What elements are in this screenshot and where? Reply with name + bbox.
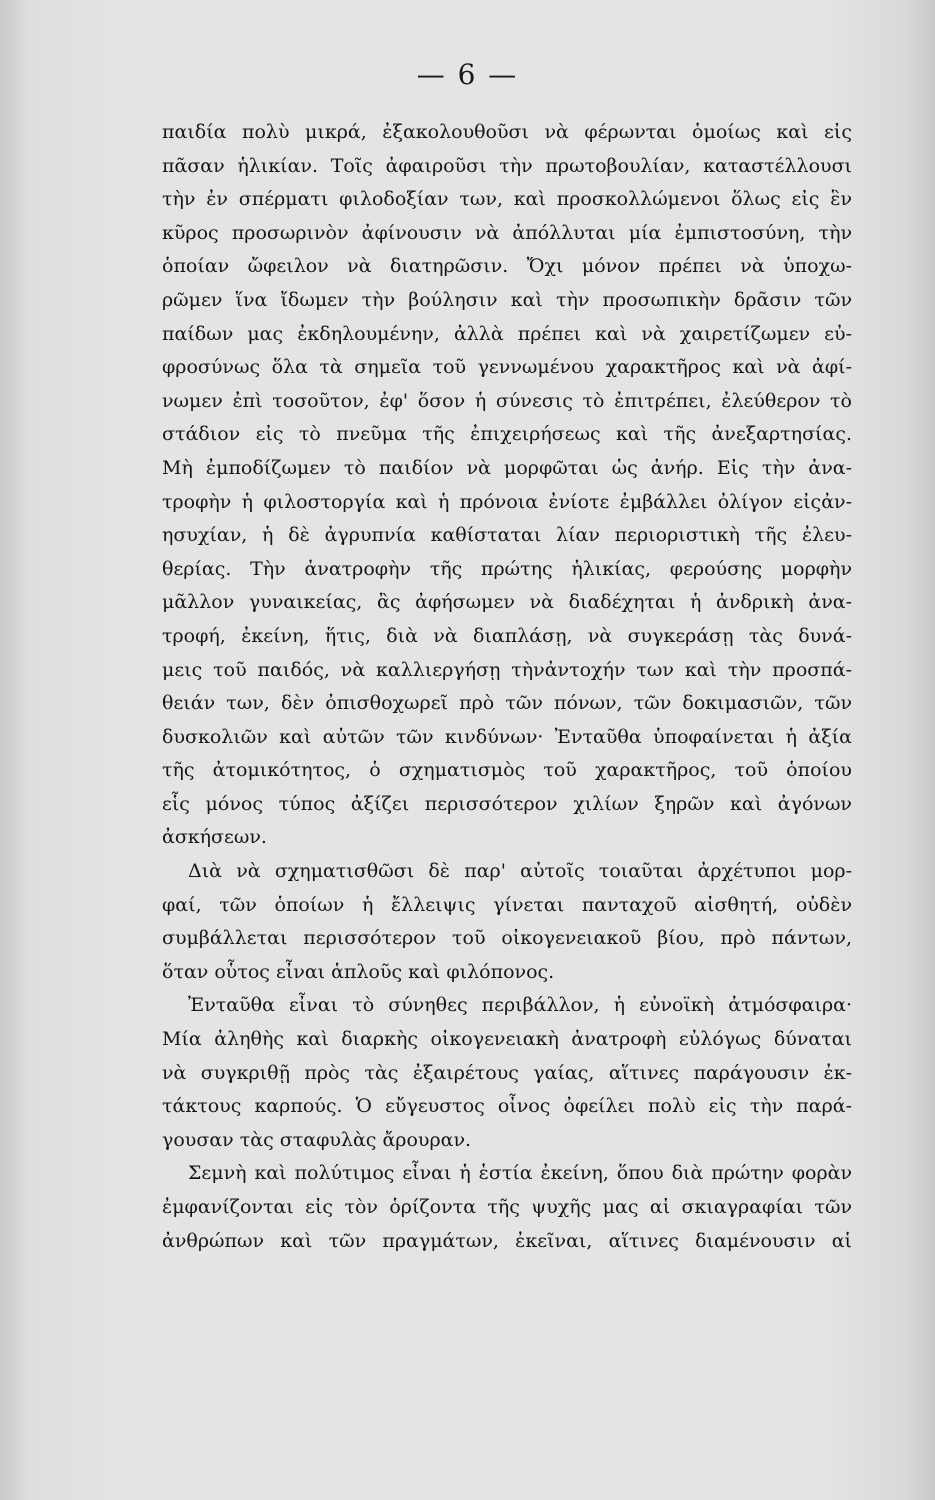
page-number: — 6 —: [416, 58, 519, 91]
text-line: ὁποίαν ὤφειλον νὰ διατηρῶσιν. Ὄχι μόνον πρέπει νὰ ὑποχω-: [162, 255, 852, 278]
text-line: Διὰ νὰ σχηματισθῶσι δὲ παρ' αὐτοῖς τοιαῦται ἀρχέτυποι μορ-: [188, 860, 852, 883]
text-line: θειάν των, δὲν ὀπισθοχωρεῖ πρὸ τῶν πόνων, τῶν δοκιμασιῶν, τῶν: [162, 692, 852, 715]
text-line: νωμεν ἐπὶ τοσοῦτον, ἐφ' ὅσον ἡ σύνεσις τὸ ἐπιτρέπει, ἐλεύθερον τὸ: [162, 389, 852, 412]
text-line: μᾶλλον γυναικείας, ἂς ἀφήσωμεν νὰ διαδέχηται ἡ ἀνδρικὴ ἀνα-: [162, 591, 852, 614]
text-line: δυσκολιῶν καὶ αὐτῶν τῶν κινδύνων· Ἐνταῦθα ὑποφαίνεται ἡ ἀξία: [162, 725, 852, 748]
text-line: κῦρος προσωρινὸν ἀφίνουσιν νὰ ἀπόλλυται μία ἐμπιστοσύνη, τὴν: [162, 221, 852, 244]
text-line: ἀνθρώπων καὶ τῶν πραγμάτων, ἐκεῖναι, αἵτινες διαμένουσιν αἱ: [162, 1229, 852, 1252]
text-line: Μὴ ἐμποδίζωμεν τὸ παιδίον νὰ μορφῶται ὡς ἀνήρ. Εἰς τὴν ἀνα-: [162, 456, 852, 479]
text-line: στάδιον εἰς τὸ πνεῦμα τῆς ἐπιχειρήσεως καὶ τῆς ἀνεξαρτησίας.: [162, 423, 852, 446]
text-line: Μία ἀληθὴς καὶ διαρκὴς οἰκογενειακὴ ἀνατροφὴ εὐλόγως δύναται: [162, 1028, 852, 1051]
body-text: [162, 116, 852, 1258]
text-line: ἐμφανίζονται εἰς τὸν ὁρίζοντα τῆς ψυχῆς μας αἱ σκιαγραφίαι τῶν: [162, 1196, 852, 1218]
text-line: εἷς μόνος τύπος ἀξίζει περισσότερον χιλίων ξηρῶν καὶ ἀγόνων: [162, 792, 852, 815]
text-line: συμβάλλεται περισσότερον τοῦ οἰκογενειακοῦ βίου, πρὸ πάντων,: [162, 927, 852, 950]
text-line: ρῶμεν ἵνα ἴδωμεν τὴν βούλησιν καὶ τὴν προσωπικὴν δρᾶσιν τῶν: [162, 288, 852, 311]
text-line: ὅταν οὗτος εἶναι ἁπλοῦς καὶ φιλόπονος.: [162, 960, 555, 983]
text-line: τροφή, ἐκείνη, ἥτις, διὰ νὰ διαπλάσῃ, νὰ συγκεράσῃ τὰς δυνά-: [162, 624, 852, 647]
text-line: Ἐνταῦθα εἶναι τὸ σύνηθες περιβάλλον, ἡ εὐνοϊκὴ ἀτμόσφαιρα·: [188, 994, 852, 1017]
text-line: ησυχίαν, ἡ δὲ ἀγρυπνία καθίσταται λίαν περιοριστικὴ τῆς ἐλευ-: [162, 524, 852, 547]
text-line: νὰ συγκριθῇ πρὸς τὰς ἐξαιρέτους γαίας, αἵτινες παράγουσιν ἐκ-: [162, 1061, 852, 1084]
text-line: τὴν ἐν σπέρματι φιλοδοξίαν των, καὶ προσκολλώμενοι ὅλως εἰς ἓν: [162, 188, 852, 211]
text-line: θερίας. Τὴν ἀνατροφὴν τῆς πρώτης ἡλικίας, φερούσης μορφὴν: [162, 557, 852, 580]
text-line: τῆς ἀτομικότητος, ὁ σχηματισμὸς τοῦ χαρακτῆρος, τοῦ ὁποίου: [162, 759, 852, 782]
text-line: Σεμνὴ καὶ πολύτιμος εἶναι ἡ ἑστία ἐκείνη, ὅπου διὰ πρώτην φορὰν: [188, 1162, 852, 1185]
text-line: πᾶσαν ἡλικίαν. Τοῖς ἀφαιροῦσι τὴν πρωτοβουλίαν, καταστέλλουσι: [162, 154, 852, 177]
text-line: μεις τοῦ παιδός, νὰ καλλιεργήσῃ τὴνἀντοχήν των καὶ τὴν προσπά-: [162, 658, 852, 681]
text-line: φροσύνως ὅλα τὰ σημεῖα τοῦ γεννωμένου χαρακτῆρος καὶ νὰ ἀφί-: [162, 356, 852, 379]
text-line: παίδων μας ἐκδηλουμένην, ἀλλὰ πρέπει καὶ νὰ χαιρετίζωμεν εὐ-: [162, 322, 852, 345]
text-line: φαί, τῶν ὁποίων ἡ ἔλλειψις γίνεται πανταχοῦ αἰσθητή, οὐδὲν: [162, 893, 852, 916]
text-line: τροφὴν ἡ φιλοστοργία καὶ ἡ πρόνοια ἐνίοτε ἐμβάλλει ὀλίγον εἰςἀν-: [162, 490, 852, 513]
text-line: γουσαν τὰς σταφυλὰς ἄρουραν.: [162, 1128, 472, 1151]
text-line: ἀσκήσεων.: [162, 826, 267, 849]
text-line: τάκτους καρπούς. Ὁ εὔγευστος οἶνος ὀφείλει πολὺ εἰς τὴν παρά-: [162, 1095, 852, 1118]
text-line: παιδία πολὺ μικρά, ἐξακολουθοῦσι νὰ φέρωνται ὁμοίως καὶ εἰς: [162, 121, 852, 143]
